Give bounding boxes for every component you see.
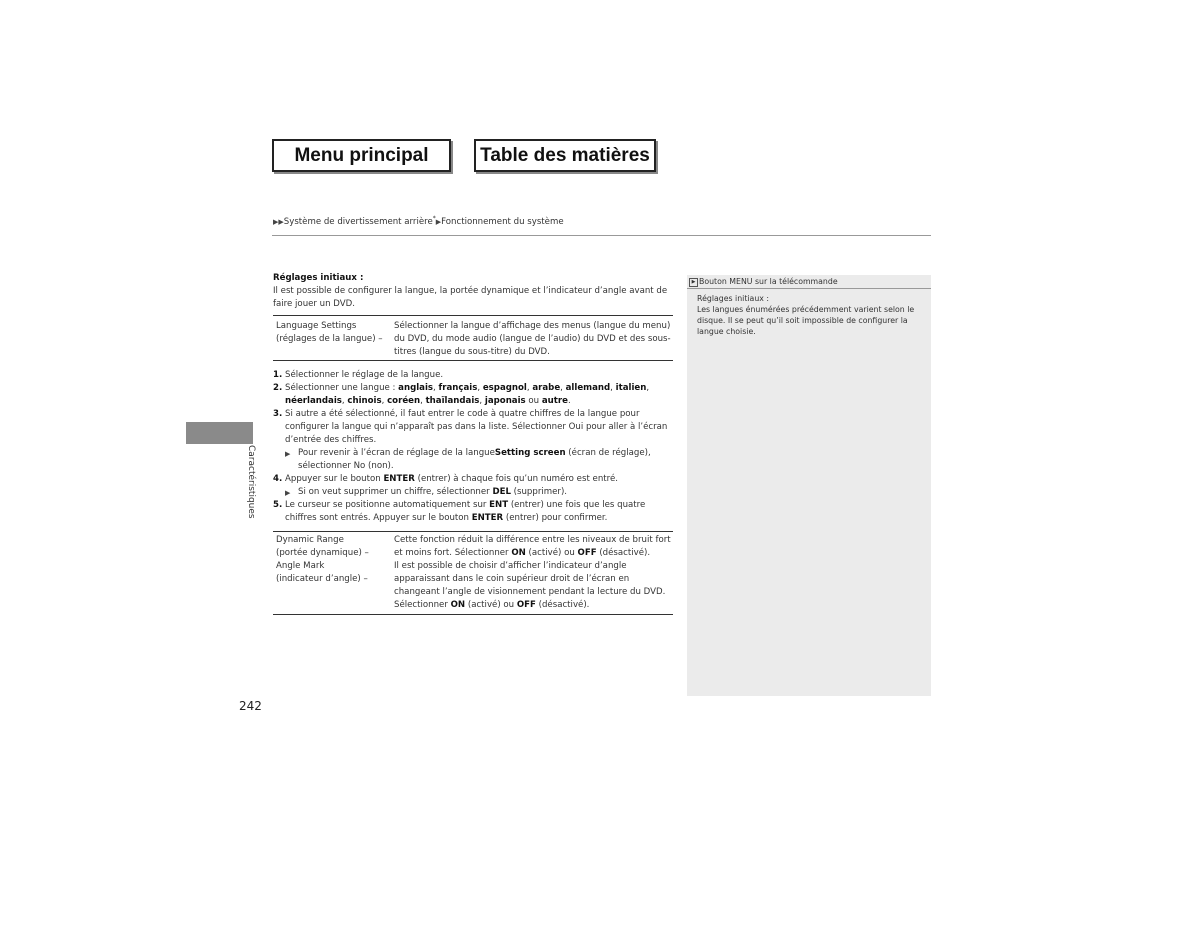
term-cell: [273, 316, 391, 361]
list-item: [273, 369, 673, 382]
term-label: Dynamic Range: [276, 535, 344, 545]
language-settings-table: [273, 315, 673, 361]
chapter-tab[interactable]: [186, 422, 253, 444]
sidebar-note: [687, 275, 931, 696]
section-heading: Réglages initiaux :: [273, 273, 364, 283]
sub-note: ▶ Pour revenir à l’écran de réglage de la langueSetting screen (écran de réglage), sélectionner No (non).: [285, 448, 651, 471]
list-item: [273, 408, 673, 473]
table-row: [273, 316, 673, 361]
sidebar-line: Les langues énumérées précédemment varient selon le disque. Il se peut qu’il soit impossible de configurer la langue choisie.: [697, 305, 915, 336]
language-option: néerlandais: [285, 396, 342, 406]
step-number: 4.: [273, 474, 283, 484]
toc-label: Table des matières: [480, 144, 650, 166]
step-number: 3.: [273, 409, 283, 419]
list-item: 4. Appuyer sur le bouton ENTER (entrer) à chaque fois qu’un numéro est entré. ▶ Si on veut supprimer un chiffre, sélectionner DEL (supprimer).: [273, 473, 673, 499]
list-item: 5. Le curseur se positionne automatiquement sur ENT (entrer) une fois que les quatre chiffres sont entrés. Appuyer sur le bouton ENTER (entrer) pour confirmer.: [273, 500, 646, 523]
main-menu-label: Menu principal: [294, 144, 429, 166]
language-option: autre: [541, 396, 568, 406]
step-number: 5.: [273, 500, 283, 510]
language-option: chinois: [347, 396, 382, 406]
step-text: Sélectionner une langue :: [285, 383, 399, 393]
steps-list: [273, 369, 673, 525]
page-number: 242: [239, 699, 262, 713]
language-option: espagnol: [482, 383, 527, 393]
language-option: coréen: [387, 396, 421, 406]
breadcrumb-arrow-icon: ▶: [435, 217, 442, 226]
language-option: français: [438, 383, 478, 393]
sidebar-body: [687, 289, 931, 337]
term-sublabel: (indicateur d’angle) –: [276, 574, 368, 584]
description-cell: Cette fonction réduit la différence entre les niveaux de bruit fort et moins fort. Sélectionner ON (activé) ou OFF (désactivé). Il est possible de choisir d’afficher l’indicateur d’angle apparaissant dans le coin supérieur droit de l’écran en changeant l’angle de visionnement pendant la lecture du DVD. Sélectionner ON (activé) ou OFF (désactivé).: [394, 535, 671, 610]
language-option: anglais: [398, 383, 434, 393]
options-table: [273, 531, 673, 615]
language-option: arabe: [532, 383, 561, 393]
header-divider: [272, 235, 931, 236]
arrow-icon: ▶: [285, 489, 291, 497]
language-option: thaïlandais: [425, 396, 480, 406]
list-item: 2. Sélectionner une langue : anglais, français, espagnol, arabe, allemand, italien, néerlandais, chinois, coréen, thaïlandais, japonais ou autre.: [273, 383, 650, 406]
table-of-contents-button[interactable]: [474, 139, 656, 172]
term-label: Angle Mark: [276, 561, 325, 571]
reference-icon: ▶: [689, 278, 698, 287]
asterisk: *: [432, 215, 436, 222]
main-content: [273, 272, 673, 615]
term-sublabel: (portée dynamique) –: [276, 548, 369, 558]
arrow-icon: ▶: [285, 450, 291, 458]
table-row: [273, 532, 673, 615]
language-option: japonais: [484, 396, 526, 406]
term-label: Language Settings: [276, 321, 357, 331]
chapter-label: Caractéristiques: [246, 445, 256, 519]
language-option: allemand: [565, 383, 611, 393]
sidebar-title: Bouton MENU sur la télécommande: [699, 277, 838, 286]
main-menu-button[interactable]: [272, 139, 451, 172]
sidebar-header: [687, 275, 931, 289]
breadcrumb-arrow-icon: ▶▶: [273, 217, 284, 226]
section-intro: Il est possible de configurer la langue, la portée dynamique et l’indicateur d’angle avant de faire jouer un DVD.: [273, 286, 668, 309]
sidebar-line: Réglages initiaux :: [697, 294, 769, 303]
breadcrumb-part1[interactable]: Système de divertissement arrière: [283, 216, 433, 227]
step-number: 2.: [273, 383, 283, 393]
sub-note: ▶ Si on veut supprimer un chiffre, sélectionner DEL (supprimer).: [285, 486, 673, 499]
breadcrumb-part2[interactable]: Fonctionnement du système: [441, 216, 564, 227]
step-text: Si autre a été sélectionné, il faut entrer le code à quatre chiffres de la langue pour configurer la langue qui n’apparaît pas dans la liste. Sélectionner Oui pour aller à l’écran d’entrée des chiffres.: [285, 409, 668, 445]
breadcrumb: [273, 215, 564, 227]
step-number: 1.: [273, 370, 283, 380]
term-cell: [273, 532, 391, 615]
step-text: Sélectionner le réglage de la langue.: [285, 370, 444, 380]
description-cell: Sélectionner la langue d’affichage des menus (langue du menu) du DVD, du mode audio (langue de l’audio) du DVD et des sous-titres (langue du sous-titre) du DVD.: [394, 321, 671, 357]
language-option: italien: [615, 383, 647, 393]
term-sublabel: (réglages de la langue) –: [276, 334, 383, 344]
